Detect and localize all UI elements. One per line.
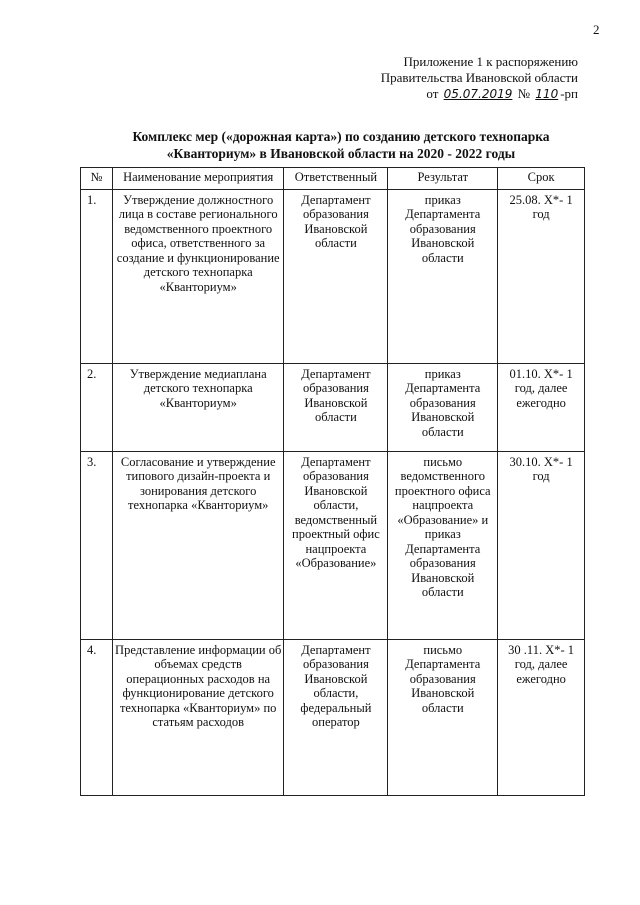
page-number: 2	[593, 22, 600, 37]
appendix-number: 110	[535, 87, 559, 101]
row-result: приказ Департамента образования Ивановской области	[388, 189, 498, 363]
row-name: Представление информации об объемах средств операционных расходов на функционирование детского технопарка «Кванториум» по статьям расходов	[112, 639, 284, 795]
title-line-1: Комплекс мер («дорожная карта») по созданию детского технопарка	[132, 129, 550, 144]
table-row	[81, 363, 585, 451]
header-deadline: Срок	[498, 168, 585, 190]
roadmap-table	[80, 167, 585, 796]
header-number: №	[81, 168, 113, 190]
appendix-number-sign: №	[517, 86, 531, 101]
row-name: Утверждение должностного лица в составе регионального ведомственного проектного офиса, ответственного за создание и функционирование детского технопарка «Кванториум»	[112, 189, 284, 363]
header-result: Результат	[388, 168, 498, 190]
appendix-line-1: Приложение 1 к распоряжению	[403, 54, 578, 69]
row-responsible: Департамент образования Ивановской области	[284, 189, 388, 363]
row-deadline: 30 .11. Х*- 1 год, далее ежегодно	[498, 639, 585, 795]
row-deadline: 01.10. Х*- 1 год, далее ежегодно	[498, 363, 585, 451]
row-result: приказ Департамента образования Ивановской области	[388, 363, 498, 451]
row-number: 3.	[81, 451, 113, 639]
row-name: Утверждение медиаплана детского технопарка «Кванториум»	[112, 363, 284, 451]
row-responsible: Департамент образования Ивановской области	[284, 363, 388, 451]
row-result: письмо ведомственного проектного офиса нацпроекта «Образование» и приказ Департамента образования Ивановской области	[388, 451, 498, 639]
appendix-date: 05.07.2019	[443, 87, 513, 101]
row-number: 4.	[81, 639, 113, 795]
header-name: Наименование мероприятия	[112, 168, 284, 190]
table-row	[81, 451, 585, 639]
row-number: 2.	[81, 363, 113, 451]
row-deadline: 25.08. Х*- 1 год	[498, 189, 585, 363]
appendix-prefix: от	[426, 86, 439, 101]
row-number: 1.	[81, 189, 113, 363]
appendix-header	[381, 54, 578, 102]
row-name: Согласование и утверждение типового дизайн-проекта и зонирования детского технопарка «Кванториум»	[112, 451, 284, 639]
title-line-2: «Кванториум» в Ивановской области на 2020 - 2022 годы	[166, 146, 516, 161]
table-row	[81, 639, 585, 795]
table-header-row	[81, 168, 585, 190]
table-row	[81, 189, 585, 363]
row-responsible: Департамент образования Ивановской области, ведомственный проектный офис нацпроекта «Образование»	[284, 451, 388, 639]
row-deadline: 30.10. Х*- 1 год	[498, 451, 585, 639]
header-responsible: Ответственный	[284, 168, 388, 190]
row-result: письмо Департамента образования Ивановской области	[388, 639, 498, 795]
appendix-date-line	[381, 86, 578, 102]
appendix-line-2: Правительства Ивановской области	[380, 70, 578, 85]
appendix-suffix: -рп	[560, 86, 578, 101]
document-title	[60, 128, 622, 162]
row-responsible: Департамент образования Ивановской области, федеральный оператор	[284, 639, 388, 795]
